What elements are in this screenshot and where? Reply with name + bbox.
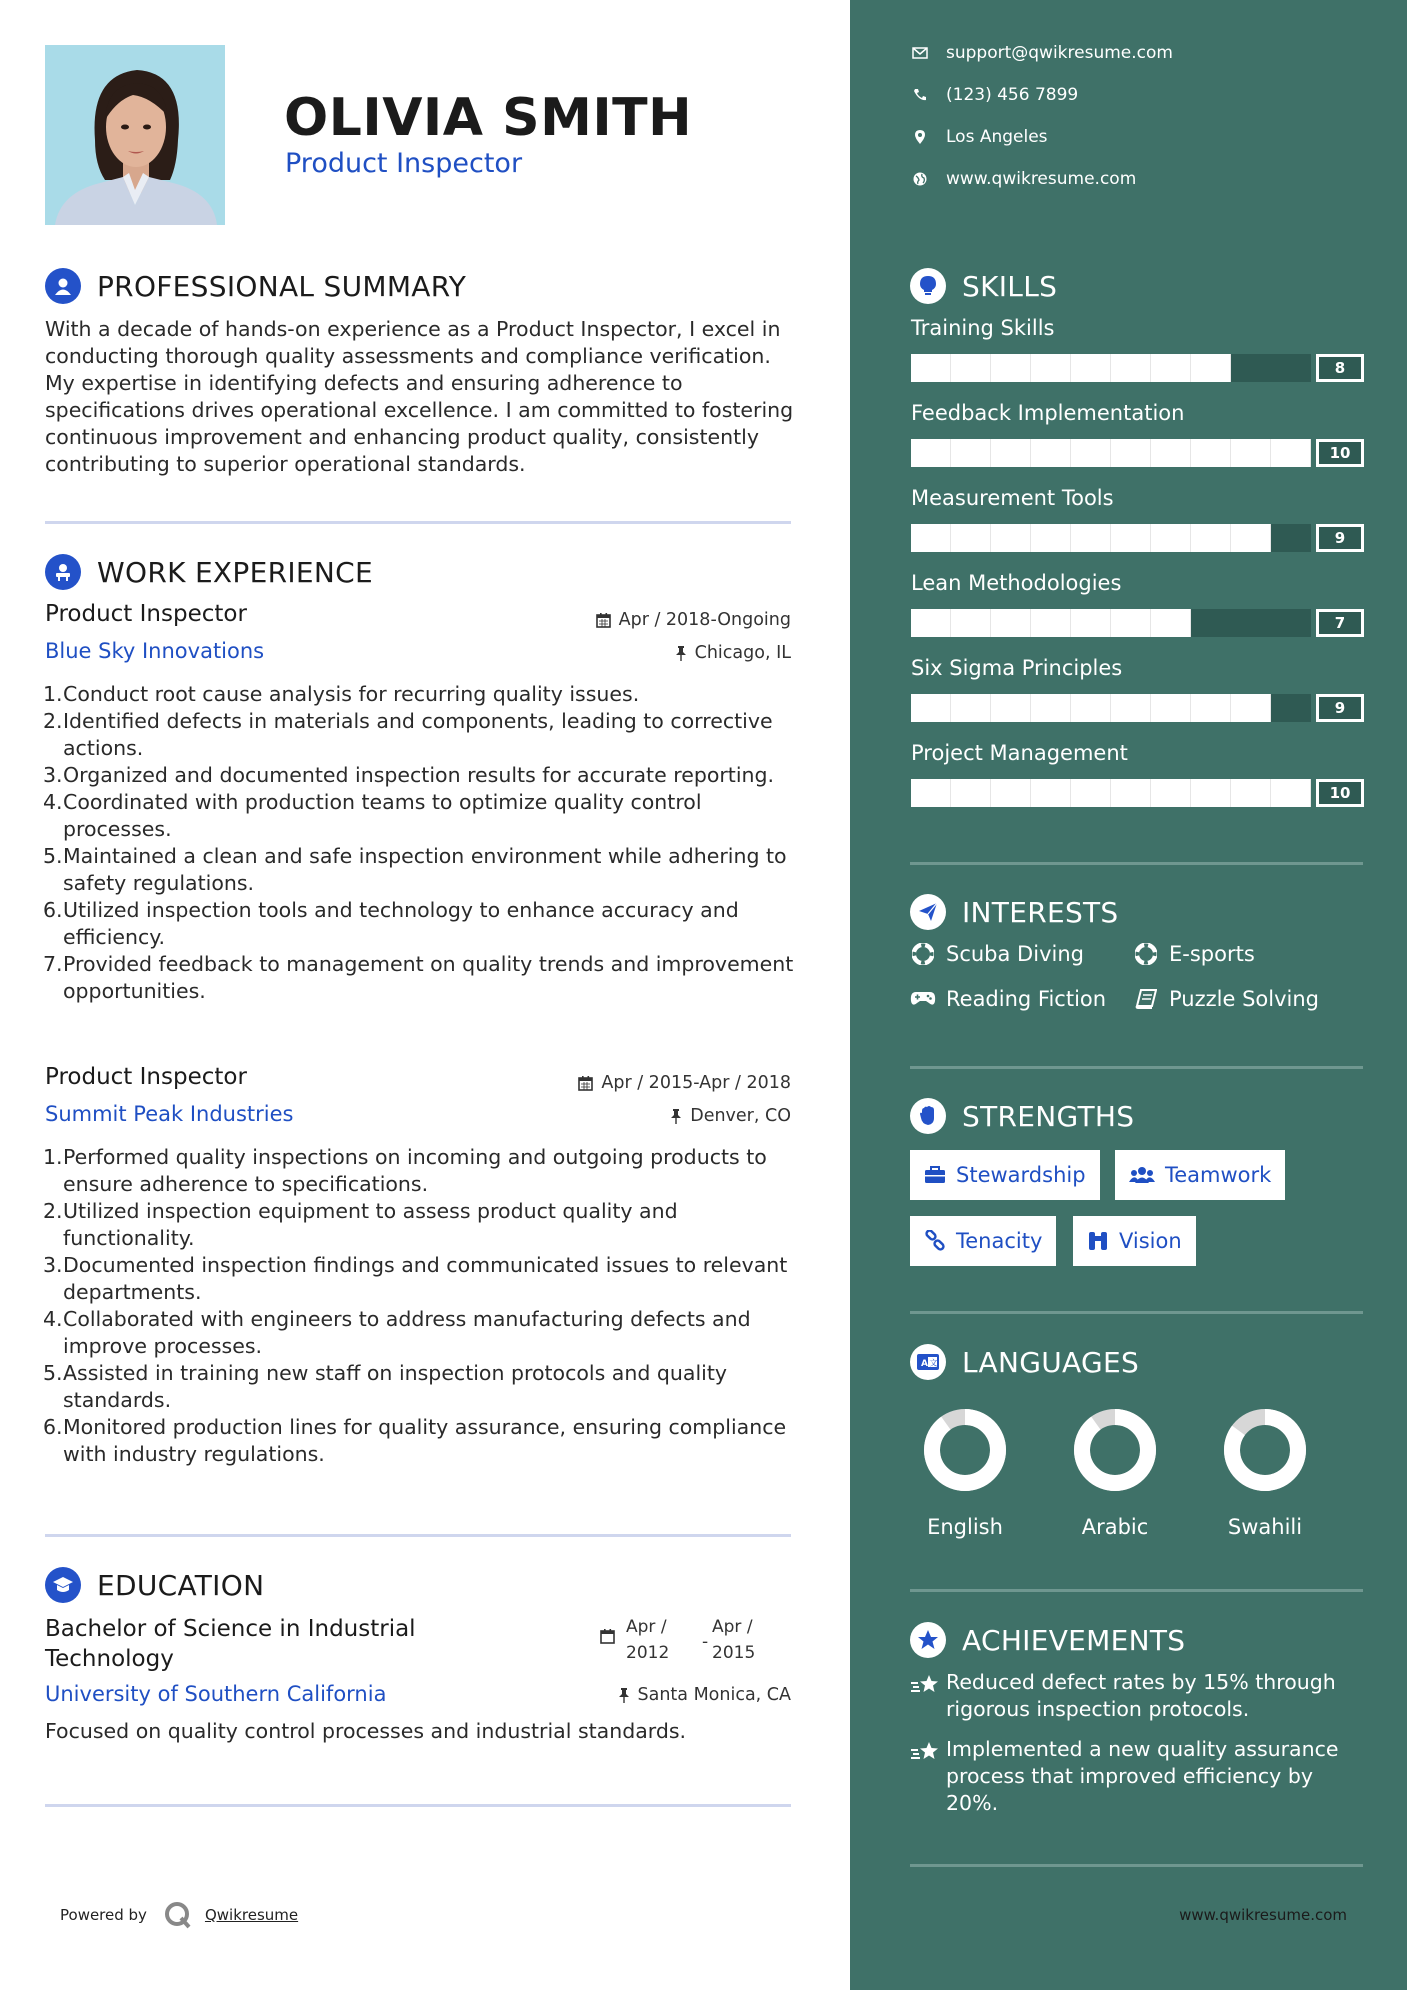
skill-bar-segment bbox=[991, 694, 1031, 722]
job-bullets bbox=[45, 1144, 795, 1468]
skill-bar-segment bbox=[1271, 779, 1311, 807]
footer-website[interactable]: www.qwikresume.com bbox=[1179, 1906, 1347, 1924]
skill-bar-segment bbox=[951, 524, 991, 552]
skill-level-bar bbox=[911, 354, 1311, 382]
skill-bar-segment bbox=[1111, 524, 1151, 552]
envelope-icon bbox=[910, 47, 930, 59]
skill-bar-segment bbox=[1191, 354, 1231, 382]
skill-bar-segment bbox=[951, 354, 991, 382]
degree-title: Bachelor of Science in Industrial Technology bbox=[45, 1616, 416, 1672]
skill-bar-segment bbox=[1071, 354, 1111, 382]
language-label: Swahili bbox=[1227, 1515, 1303, 1539]
donut-fill bbox=[932, 1417, 998, 1483]
education-heading: EDUCATION bbox=[45, 1567, 264, 1603]
skill-value: 10 bbox=[1316, 779, 1364, 807]
skill-bar-segment bbox=[951, 779, 991, 807]
date-separator: - bbox=[702, 1632, 709, 1652]
skill-bar-segment bbox=[951, 694, 991, 722]
pushpin-icon bbox=[618, 1687, 630, 1703]
skill-level-bar bbox=[911, 524, 1311, 552]
skill-level-bar bbox=[911, 779, 1311, 807]
skill-bar-segment bbox=[911, 779, 951, 807]
job-location: Denver, CO bbox=[670, 1106, 791, 1126]
skill-bar-segment bbox=[1071, 439, 1111, 467]
skill-level-bar bbox=[911, 609, 1311, 637]
job-bullets bbox=[45, 681, 795, 1005]
binoculars-icon bbox=[1087, 1231, 1109, 1251]
contact-phone[interactable]: (123) 456 7899 bbox=[910, 85, 1078, 105]
divider bbox=[910, 1589, 1363, 1592]
contact-website[interactable]: www.qwikresume.com bbox=[910, 169, 1136, 189]
qwikresume-link[interactable]: Qwikresume bbox=[204, 1906, 299, 1924]
donut-fill bbox=[1082, 1417, 1148, 1483]
phone-icon bbox=[910, 88, 930, 102]
list-item: 7. Provided feedback to management on quality trends and improvement opportunities. bbox=[43, 952, 794, 1003]
language-label: English bbox=[927, 1515, 1003, 1539]
fist-icon bbox=[910, 1098, 946, 1134]
paper-plane-icon bbox=[910, 894, 946, 930]
skill-bar-segment bbox=[1071, 694, 1111, 722]
education-note: Focused on quality control processes and industrial standards. bbox=[45, 1719, 687, 1743]
skill-bar-segment bbox=[1191, 439, 1231, 467]
skill-bar-segment bbox=[1111, 439, 1151, 467]
skill-name: Feedback Implementation bbox=[911, 401, 1185, 425]
job-title: Product Inspector bbox=[45, 1064, 247, 1090]
education-end-date: Apr / 2015 bbox=[712, 1617, 756, 1663]
skill-bar-segment bbox=[911, 439, 951, 467]
globe-icon bbox=[910, 172, 930, 186]
language-level-donut bbox=[1060, 1405, 1170, 1495]
star-badge-icon bbox=[910, 1622, 946, 1658]
skill-bar-segment bbox=[1071, 524, 1111, 552]
candidate-name: OLIVIA SMITH bbox=[284, 88, 693, 148]
link-icon bbox=[924, 1230, 946, 1252]
education-start-date: Apr / 2012 bbox=[626, 1617, 670, 1663]
skill-bar-segment bbox=[1031, 694, 1071, 722]
skill-bar-segment bbox=[1031, 354, 1071, 382]
school-name[interactable]: University of Southern California bbox=[45, 1682, 387, 1706]
divider bbox=[910, 862, 1363, 865]
skill-level-bar bbox=[911, 439, 1311, 467]
interest-item: Scuba Diving bbox=[910, 942, 1084, 966]
list-item: 5. Assisted in training new staff on inspection protocols and quality standards. bbox=[43, 1361, 728, 1412]
skill-value: 9 bbox=[1316, 524, 1364, 552]
list-item: 3. Documented inspection findings and communicated issues to relevant departments. bbox=[43, 1253, 788, 1304]
achievements-heading: ACHIEVEMENTS bbox=[910, 1622, 1185, 1658]
skill-bar-segment bbox=[1231, 439, 1271, 467]
briefcase-icon bbox=[924, 1166, 946, 1184]
strength-chip: Stewardship bbox=[910, 1150, 1100, 1200]
graduation-cap-icon bbox=[45, 1567, 81, 1603]
list-item: 4. Collaborated with engineers to address manufacturing defects and improve processes. bbox=[43, 1307, 751, 1358]
list-item: 4. Coordinated with production teams to optimize quality control processes. bbox=[43, 790, 702, 841]
skill-value: 10 bbox=[1316, 439, 1364, 467]
skill-name: Lean Methodologies bbox=[911, 571, 1122, 595]
language-item bbox=[1210, 1405, 1320, 1539]
divider bbox=[45, 1804, 791, 1807]
skill-bar-segment bbox=[1271, 439, 1311, 467]
map-marker-icon bbox=[910, 130, 930, 144]
interest-item: Puzzle Solving bbox=[1133, 987, 1319, 1011]
svg-text:A: A bbox=[921, 1359, 928, 1369]
skill-name: Measurement Tools bbox=[911, 486, 1114, 510]
skill-bar-segment bbox=[1191, 779, 1231, 807]
users-icon bbox=[1129, 1166, 1155, 1184]
gamepad-icon bbox=[910, 991, 936, 1007]
job-date: Apr / 2015-Apr / 2018 bbox=[578, 1073, 791, 1093]
skill-bar-segment bbox=[1231, 779, 1271, 807]
shooting-star-icon bbox=[910, 1740, 946, 1817]
sidebar bbox=[850, 0, 1407, 1990]
interests-heading: INTERESTS bbox=[910, 894, 1119, 930]
divider bbox=[45, 521, 791, 524]
life-ring-icon bbox=[910, 943, 936, 965]
list-item: 1. Performed quality inspections on incoming and outgoing products to ensure adherence to specifications. bbox=[43, 1145, 767, 1196]
achievement-item: Implemented a new quality assurance process that improved efficiency by 20%. bbox=[910, 1736, 1370, 1817]
skill-bar-segment bbox=[991, 524, 1031, 552]
skill-bar-segment bbox=[911, 694, 951, 722]
skill-bar-segment bbox=[911, 609, 951, 637]
summary-text: With a decade of hands-on experience as a Product Inspector, I excel in conducting thorough quality assessments and compliance verification. My expertise in identifying defects and ensuring adherence to specifications drives operational excellence. I am committed to fostering continuous improvement and enhancing product quality, consistently contributing to superior operational standards. bbox=[45, 317, 794, 476]
skill-bar-segment bbox=[951, 609, 991, 637]
skill-bar-segment bbox=[991, 439, 1031, 467]
job-location: Chicago, IL bbox=[675, 643, 791, 663]
achievement-item: Reduced defect rates by 15% through rigorous inspection protocols. bbox=[910, 1669, 1370, 1723]
skill-value: 8 bbox=[1316, 354, 1364, 382]
briefcase-user-icon bbox=[45, 554, 81, 590]
skill-bar-segment bbox=[1111, 694, 1151, 722]
skill-name: Six Sigma Principles bbox=[911, 656, 1123, 680]
skill-bar-segment bbox=[1151, 524, 1191, 552]
calendar-icon bbox=[600, 1628, 615, 1648]
profile-photo bbox=[45, 45, 225, 225]
list-item: 2. Utilized inspection equipment to assess product quality and functionality. bbox=[43, 1199, 678, 1250]
language-item bbox=[910, 1405, 1020, 1539]
skill-value: 9 bbox=[1316, 694, 1364, 722]
skill-bar-segment bbox=[1191, 694, 1231, 722]
skill-bar-segment bbox=[1151, 779, 1191, 807]
skill-bar-segment bbox=[991, 354, 1031, 382]
company-name[interactable]: Blue Sky Innovations bbox=[45, 639, 265, 663]
qwikresume-logo-icon bbox=[163, 1900, 193, 1930]
divider bbox=[910, 1066, 1363, 1069]
divider bbox=[910, 1311, 1363, 1314]
experience-heading: WORK EXPERIENCE bbox=[45, 554, 373, 590]
skill-bar-segment bbox=[1111, 609, 1151, 637]
skill-bar-segment bbox=[1151, 439, 1191, 467]
footer-powered-by: Powered by Qwikresume bbox=[60, 1900, 298, 1930]
skill-bar-segment bbox=[951, 439, 991, 467]
skill-bar-segment bbox=[1151, 694, 1191, 722]
skill-bar-segment bbox=[911, 354, 951, 382]
company-name[interactable]: Summit Peak Industries bbox=[45, 1102, 294, 1126]
job-date: Apr / 2018-Ongoing bbox=[596, 610, 791, 630]
pushpin-icon bbox=[670, 1108, 682, 1124]
candidate-title: Product Inspector bbox=[285, 148, 523, 179]
contact-location: Los Angeles bbox=[910, 127, 1048, 147]
strength-chip: Tenacity bbox=[910, 1216, 1056, 1266]
skill-bar-segment bbox=[1231, 524, 1271, 552]
job-title: Product Inspector bbox=[45, 601, 247, 627]
list-item: 6. Utilized inspection tools and technology to enhance accuracy and efficiency. bbox=[43, 898, 739, 949]
skill-bar-segment bbox=[1031, 609, 1071, 637]
skill-bar-segment bbox=[1151, 354, 1191, 382]
strength-chip: Teamwork bbox=[1115, 1150, 1285, 1200]
skill-bar-segment bbox=[1191, 524, 1231, 552]
summary-heading: PROFESSIONAL SUMMARY bbox=[45, 268, 466, 304]
skill-bar-segment bbox=[911, 524, 951, 552]
contact-email[interactable]: support@qwikresume.com bbox=[910, 43, 1173, 63]
list-item: 5. Maintained a clean and safe inspection environment while adhering to safety regulations. bbox=[43, 844, 787, 895]
interest-item: E-sports bbox=[1133, 942, 1255, 966]
calendar-icon bbox=[596, 612, 611, 628]
skill-bar-segment bbox=[991, 609, 1031, 637]
user-icon bbox=[45, 268, 81, 304]
divider bbox=[45, 1534, 791, 1537]
pushpin-icon bbox=[675, 645, 687, 661]
skill-bar-segment bbox=[1111, 779, 1151, 807]
skill-bar-segment bbox=[1071, 609, 1111, 637]
skill-bar-segment bbox=[1071, 779, 1111, 807]
language-level-donut bbox=[910, 1405, 1020, 1495]
strengths-heading: STRENGTHS bbox=[910, 1098, 1134, 1134]
skill-bar-segment bbox=[991, 779, 1031, 807]
skill-name: Training Skills bbox=[911, 316, 1055, 340]
lightbulb-icon bbox=[910, 268, 946, 304]
language-label: Arabic bbox=[1081, 1515, 1149, 1539]
language-item bbox=[1060, 1405, 1170, 1539]
svg-text:文: 文 bbox=[929, 1358, 938, 1368]
life-ring-icon bbox=[1133, 943, 1159, 965]
list-item: 1. Conduct root cause analysis for recurring quality issues. bbox=[43, 682, 640, 706]
language-level-donut bbox=[1210, 1405, 1320, 1495]
shooting-star-icon bbox=[910, 1673, 946, 1723]
school-location: Santa Monica, CA bbox=[618, 1685, 792, 1705]
skill-bar-segment bbox=[1111, 354, 1151, 382]
skill-bar-segment bbox=[1231, 694, 1271, 722]
skill-value: 7 bbox=[1316, 609, 1364, 637]
skill-name: Project Management bbox=[911, 741, 1128, 765]
skill-bar-segment bbox=[1031, 439, 1071, 467]
list-item: 3. Organized and documented inspection results for accurate reporting. bbox=[43, 763, 775, 787]
skill-level-bar bbox=[911, 694, 1311, 722]
translate-icon bbox=[910, 1344, 946, 1380]
strength-chip: Vision bbox=[1073, 1216, 1196, 1266]
skills-heading: SKILLS bbox=[910, 268, 1057, 304]
languages-heading: A 文 LANGUAGES bbox=[910, 1344, 1139, 1380]
skill-bar-segment bbox=[1031, 524, 1071, 552]
divider bbox=[910, 1864, 1363, 1867]
calendar-icon bbox=[578, 1075, 593, 1091]
book-icon bbox=[1133, 989, 1159, 1009]
skill-bar-segment bbox=[1151, 609, 1191, 637]
skill-bar-segment bbox=[1031, 779, 1071, 807]
list-item: 6. Monitored production lines for quality assurance, ensuring compliance with industry regulations. bbox=[43, 1415, 787, 1466]
list-item: 2. Identified defects in materials and components, leading to corrective actions. bbox=[43, 709, 773, 760]
interest-item: Reading Fiction bbox=[910, 987, 1106, 1011]
